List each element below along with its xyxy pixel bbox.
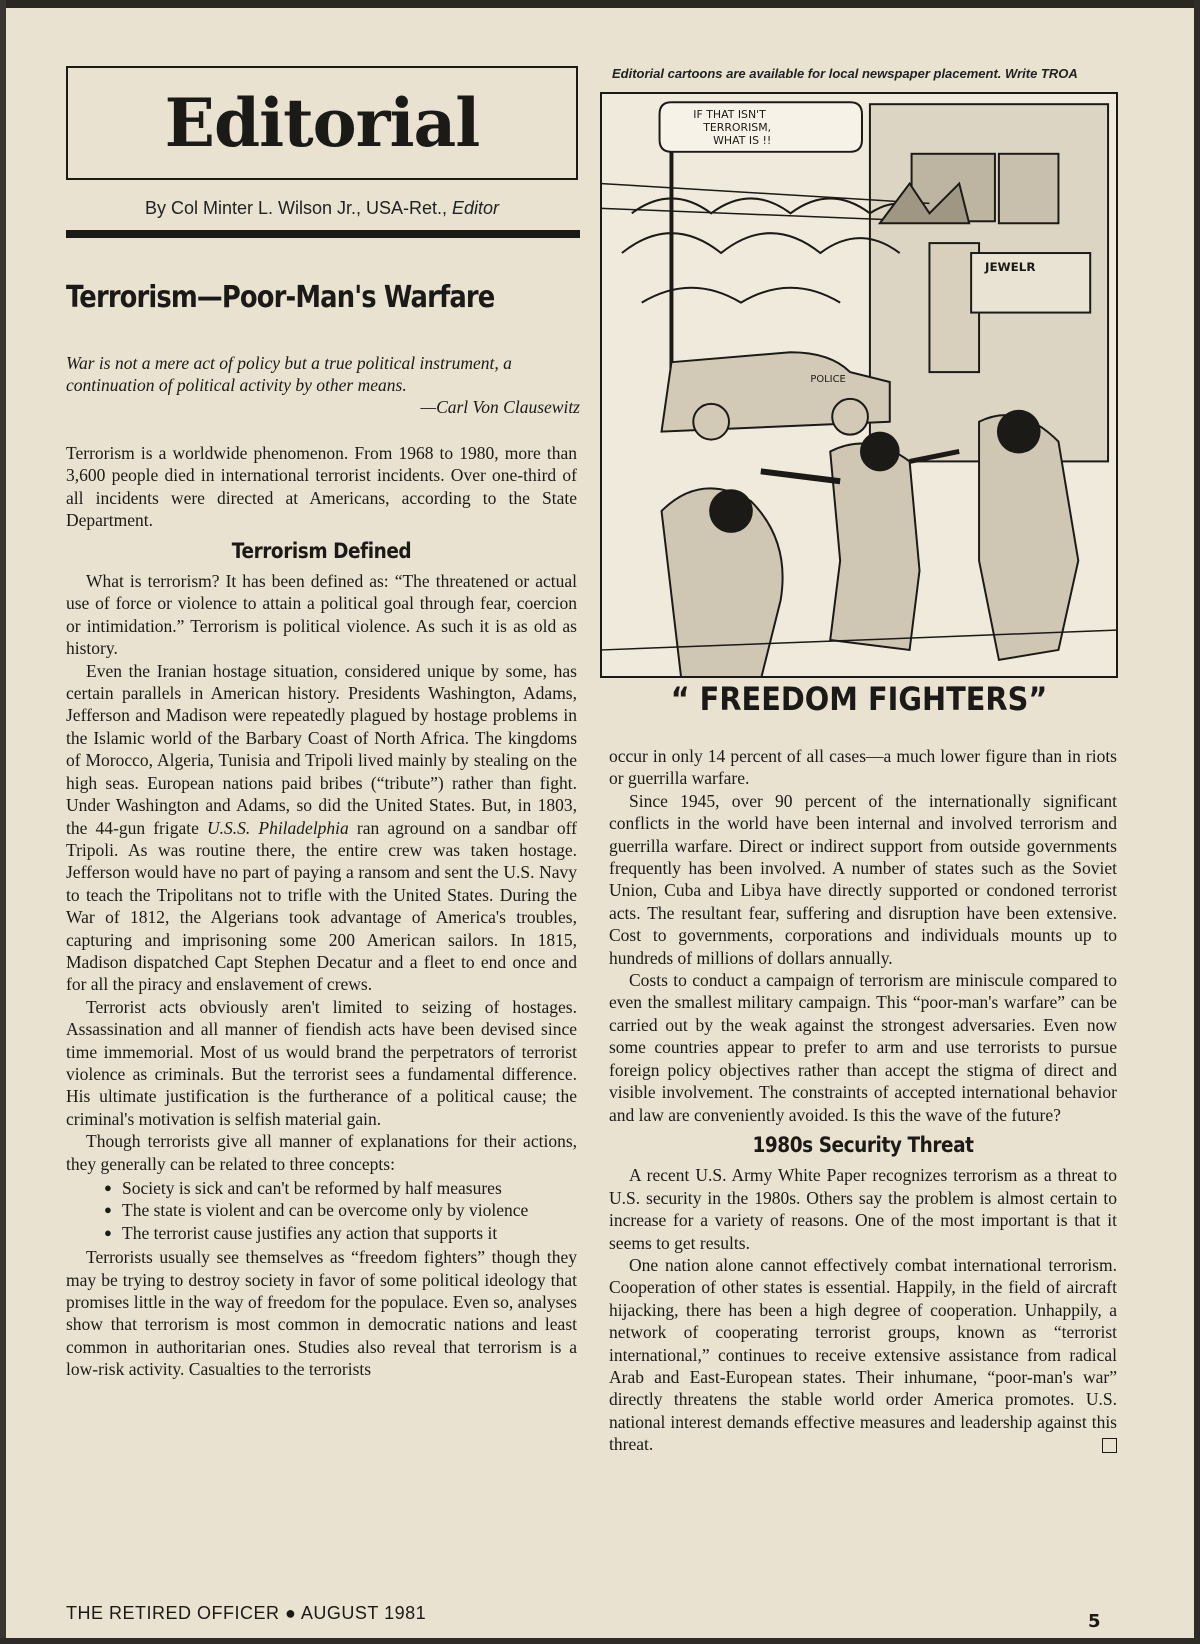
editorial-cartoon [600, 92, 1118, 678]
masthead-title: Editorial [164, 84, 480, 162]
text-run: ran aground on a sandbar off Tripoli. As was routine there, the entire crew was taken hostage. Jefferson would have no part of paying a ransom and sent the U.S. Navy to teach the Tripolitans not to trifle with the United States. During the War of 1812, the Algerians took advantage of America's troubles, capturing and imprisoning some 200 American sailors. In 1815, Madison dispatched Capt Stephen Decatur and a fleet to end once and for all the piracy and enslavement of crews. [66, 817, 577, 995]
subhead-1980s-security-threat: 1980s Security Threat [752, 1132, 974, 1157]
page-edge-right [1194, 0, 1200, 1644]
speech-line: WHAT IS !! [713, 133, 772, 147]
ship-name: U.S.S. Philadelphia [207, 817, 349, 838]
body-paragraph: Costs to conduct a campaign of terrorism are miniscule compared to even the smallest military campaign. This “poor-man's warfare” can be carried out by the weak against the strongest adversaries. Even now some countries appear to prefer to arm and use terrorists to pursue foreign policy objectives rather than accept the stigma of direct and visible involvement. The constraints of accepted international behavior and law are conveniently avoided. Is this the wave of the future? [609, 970, 1117, 1125]
body-paragraph: Terrorist acts obviously aren't limited to seizing of hostages. Assassination and all manner of fiendish acts have been devised since time immemorial. Most of us would brand the perpetrators of terrorist violence as criminals. But the terrorist sees a fundamental difference. His ultimate justification is the furtherance of a political cause; the criminal's motivation is selfish material gain. [66, 996, 577, 1129]
epigraph-quote: War is not a mere act of policy but a true political instrument, a continuation of political activity by other means. [66, 353, 512, 395]
right-column [609, 745, 1117, 1456]
sign-police: POLICE [810, 374, 846, 386]
list-item: ● Society is sick and can't be reformed by half measures [122, 1177, 577, 1199]
page-edge-bottom [0, 1638, 1200, 1644]
cartoon-illustration [602, 94, 1116, 676]
body-paragraph [609, 1254, 1117, 1456]
masthead-box [66, 66, 578, 180]
epigraph [66, 352, 580, 418]
body-paragraph [66, 660, 577, 996]
byline-rule [66, 230, 580, 238]
page-edge-top [0, 0, 1200, 8]
body-paragraph: What is terrorism? It has been defined as: “The threatened or actual use of force or violence to attain a political goal through fear, coercion or intimidation.” Terrorism is political violence. As such it is as old as history. [66, 571, 577, 659]
byline-name: By Col Minter L. Wilson Jr., USA-Ret., [144, 198, 453, 218]
byline [66, 198, 578, 219]
body-paragraph: Terrorists usually see themselves as “freedom fighters” though they may be trying to destroy society in favor of some political ideology that promises little in the way of freedom for the populace. Even so, analyses show that terrorism is most common in democratic nations and least common in authoritarian ones. Studies also reveal that terrorism is a low-risk activity. Casualties to the terrorists [66, 1247, 577, 1380]
epigraph-author: —Carl Von Clausewitz [420, 397, 580, 417]
page-number: 5 [1088, 1611, 1101, 1632]
sign-jewelry: JEWELR [985, 259, 1036, 274]
left-column [66, 442, 577, 1381]
cartoon-note: Editorial cartoons are available for local newspaper placement. Write TROA [612, 66, 1078, 81]
cartoon-caption: “ FREEDOM FIGHTERS” [670, 680, 1048, 718]
concepts-list [66, 1177, 577, 1244]
body-paragraph: occur in only 14 percent of all cases—a much lower figure than in riots or guerrilla warfare. [609, 746, 1117, 789]
text-run: One nation alone cannot effectively combat international terrorism. Cooperation of other states is essential. Happily, in the field of aircraft hijacking, there has been a high degree of cooperation. Unhappily, a network of cooperating terrorist groups, known as “terrorist international,” continues to receive extensive assistance from radical Arab and East-European states. Their inhumane, “poor-man's war” directly threatens the stable world order America promotes. U.S. national interest demands effective measures and leadership against this threat. [609, 1254, 1117, 1455]
byline-role: Editor [452, 198, 500, 218]
intro-paragraph: Terrorism is a worldwide phenomenon. From 1968 to 1980, more than 3,600 people died in international terrorist incidents. Over one-third of all incidents were directed at Americans, according to the State Department. [66, 443, 577, 531]
list-item: ● The terrorist cause justifies any action that supports it [122, 1222, 577, 1244]
body-paragraph: Though terrorists give all manner of explanations for their actions, they generally can be related to three concepts: [66, 1131, 577, 1174]
footer-publication: THE RETIRED OFFICER ● AUGUST 1981 [66, 1603, 427, 1623]
end-mark-icon [1102, 1438, 1117, 1453]
body-paragraph: A recent U.S. Army White Paper recognizes terrorism as a threat to U.S. security in the 1980s. Others say the problem is almost certain to increase for a variety of reasons. One of the most important is that it seems to get results. [609, 1165, 1117, 1253]
body-paragraph: Since 1945, over 90 percent of the internationally significant conflicts in the world have been internal and involved terrorism and guerrilla warfare. Direct or indirect support from outside governments frequently has been involved. A number of states such as the Soviet Union, Cuba and Libya have directly supported or condoned terrorist acts. The resultant fear, suffering and disruption have been extensive. Cost to governments, corporations and individuals mounts up to hundreds of millions of dollars annually. [609, 790, 1117, 968]
subhead-terrorism-defined: Terrorism Defined [231, 538, 412, 563]
list-item: ● The state is violent and can be overcome only by violence [122, 1199, 577, 1221]
text-run: Even the Iranian hostage situation, considered unique by some, has certain parallels in American history. Presidents Washington, Adams, Jefferson and Madison were repeatedly plagued by hostage problems in the Islamic world of the Barbary Coast of North Africa. The kingdoms of Morocco, Algeria, Tunisia and Tripoli lived mainly by stealing on the high seas. European nations paid bribes (“tribute”) rather than fight. Under Washington and Adams, so did the United States. But, in 1803, the 44-gun frigate [66, 660, 577, 838]
speech-line: TERRORISM, [703, 120, 772, 134]
article-headline: Terrorism—Poor-Man's Warfare [66, 280, 495, 315]
page-edge-left [0, 0, 6, 1644]
speech-line: IF THAT ISN'T [693, 108, 766, 122]
